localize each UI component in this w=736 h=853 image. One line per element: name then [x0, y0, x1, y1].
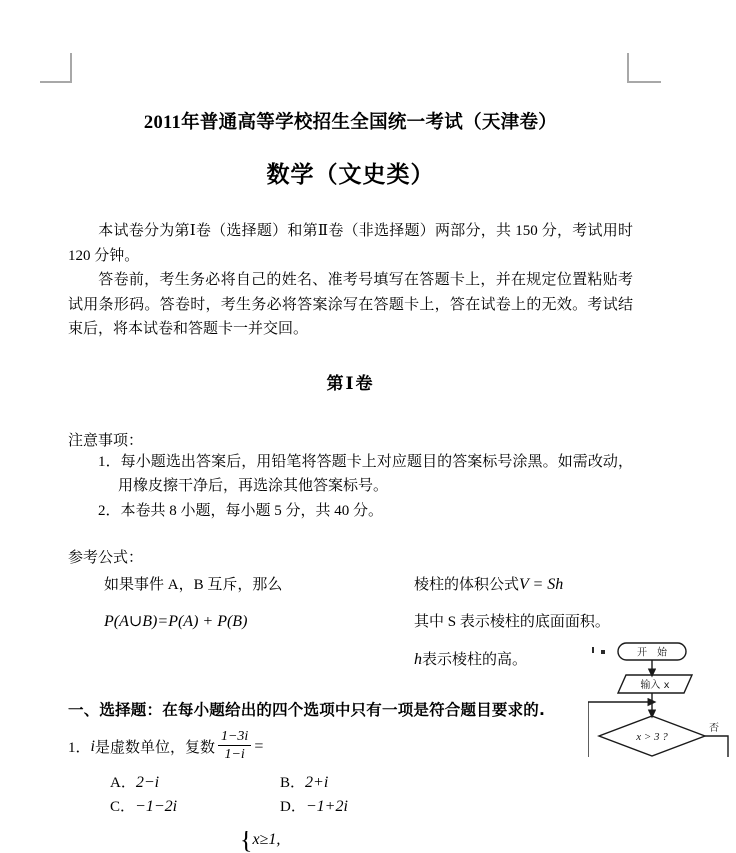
- notice-item-1: 1．每小题选出答案后，用铅笔将答题卡上对应题目的答案标号涂黑。如需改动，用橡皮擦干净后，再选涂其他答案标号。: [98, 453, 633, 494]
- question-1-stem: [68, 730, 633, 763]
- option-a-value: 2−i: [135, 774, 160, 791]
- option-a[interactable]: [110, 771, 280, 795]
- option-a-tag: A．: [110, 775, 136, 791]
- notice-label: 注意事项：: [68, 432, 144, 449]
- flowchart-decision-label: x > 3 ?: [636, 731, 668, 743]
- formula-right-line-1: [414, 571, 633, 599]
- formula-left-line-3-empty: [104, 646, 414, 674]
- question-1-fraction: [218, 729, 251, 762]
- prism-volume-formula: V = Sh: [519, 576, 564, 593]
- flowchart-input-label: 输入 x: [640, 680, 670, 691]
- formula-row-2: [104, 608, 633, 636]
- fraction-numerator: 1−3i: [220, 729, 249, 744]
- prism-volume-text: 棱柱的体积公式: [414, 577, 520, 593]
- option-b-tag: B．: [280, 775, 306, 791]
- fraction-denominator: 1−i: [218, 745, 251, 762]
- probability-union-lhs: P(A∪B): [104, 613, 158, 630]
- flowchart-no-branch-connector: [705, 736, 728, 757]
- question-1-stem-text: 是虚数单位，复数: [94, 740, 215, 756]
- crop-mark-horizontal-rule: [629, 81, 661, 83]
- option-row-cd: [110, 795, 633, 819]
- intro-paragraph-1: [68, 219, 633, 268]
- option-d[interactable]: [280, 795, 450, 819]
- question-2-partial-system: [240, 831, 633, 853]
- question-1-imaginary-unit: i: [90, 737, 95, 755]
- formula-left-line-2: [104, 608, 414, 636]
- formula-left-line-1: 如果事件 A，B 互斥，那么: [104, 577, 283, 593]
- intro-paragraph-2-text: 答卷前，考生务必将自己的姓名、准考号填写在答题卡上，并在规定位置粘贴考试用条形码。答卷时，考生务必将答案涂写在答题卡上，答在试卷上的无效。考试结束后，将本试卷和答题卡一并交回。: [68, 272, 633, 337]
- flowchart-start-label: 开 始: [637, 647, 667, 659]
- section-heading-volume-1: 第Ⅰ卷: [326, 373, 375, 393]
- option-b[interactable]: [280, 771, 450, 795]
- option-c-value: −1−2i: [135, 798, 178, 815]
- option-c[interactable]: [110, 795, 280, 819]
- system-brace: {: [240, 831, 253, 853]
- document-page: [68, 0, 633, 853]
- exam-title: 2011年普通高等学校招生全国统一考试（天津卷）: [143, 113, 558, 133]
- intro-paragraph-1-text: 本试卷分为第Ⅰ卷（选择题）和第Ⅱ卷（非选择题）两部分，共 150 分，考试用时 120 分钟。: [68, 223, 633, 264]
- exam-subject-title: 数学（文史类）: [266, 162, 435, 188]
- formula-row-1: [104, 571, 633, 599]
- flowchart-decision-no-label: 否: [709, 723, 719, 734]
- option-row-ab: [110, 771, 633, 795]
- question-1-number: 1．: [68, 740, 91, 756]
- flowchart-figure: [588, 636, 736, 757]
- formula-row-3: [104, 646, 633, 674]
- intro-paragraph-2: [68, 268, 633, 342]
- option-c-tag: C．: [110, 799, 136, 815]
- system-inequality-line-1: x≥1,: [252, 831, 281, 848]
- reference-formula-grid: [104, 571, 633, 674]
- intro-block: [68, 219, 633, 342]
- option-d-value: −1+2i: [305, 798, 348, 815]
- option-d-tag: D．: [280, 799, 306, 815]
- height-variable: h: [414, 651, 422, 668]
- question-section-heading: 一、选择题：在每小题给出的四个选项中只有一项是符合题目要求的.: [68, 701, 546, 719]
- notice-item-2: 2．本卷共 8 小题，每小题 5 分，共 40 分。: [98, 502, 384, 519]
- reference-formula-label: 参考公式：: [68, 550, 144, 566]
- question-1-equals: =: [254, 737, 264, 755]
- height-description: 表示棱柱的高。: [422, 652, 528, 668]
- question-1-options: [110, 771, 633, 819]
- probability-union-rhs: P(A) + P(B): [168, 613, 248, 630]
- formula-right-line-2: 其中 S 表示棱柱的底面面积。: [414, 614, 610, 630]
- option-b-value: 2+i: [305, 774, 329, 791]
- equals-sign: =: [157, 613, 169, 630]
